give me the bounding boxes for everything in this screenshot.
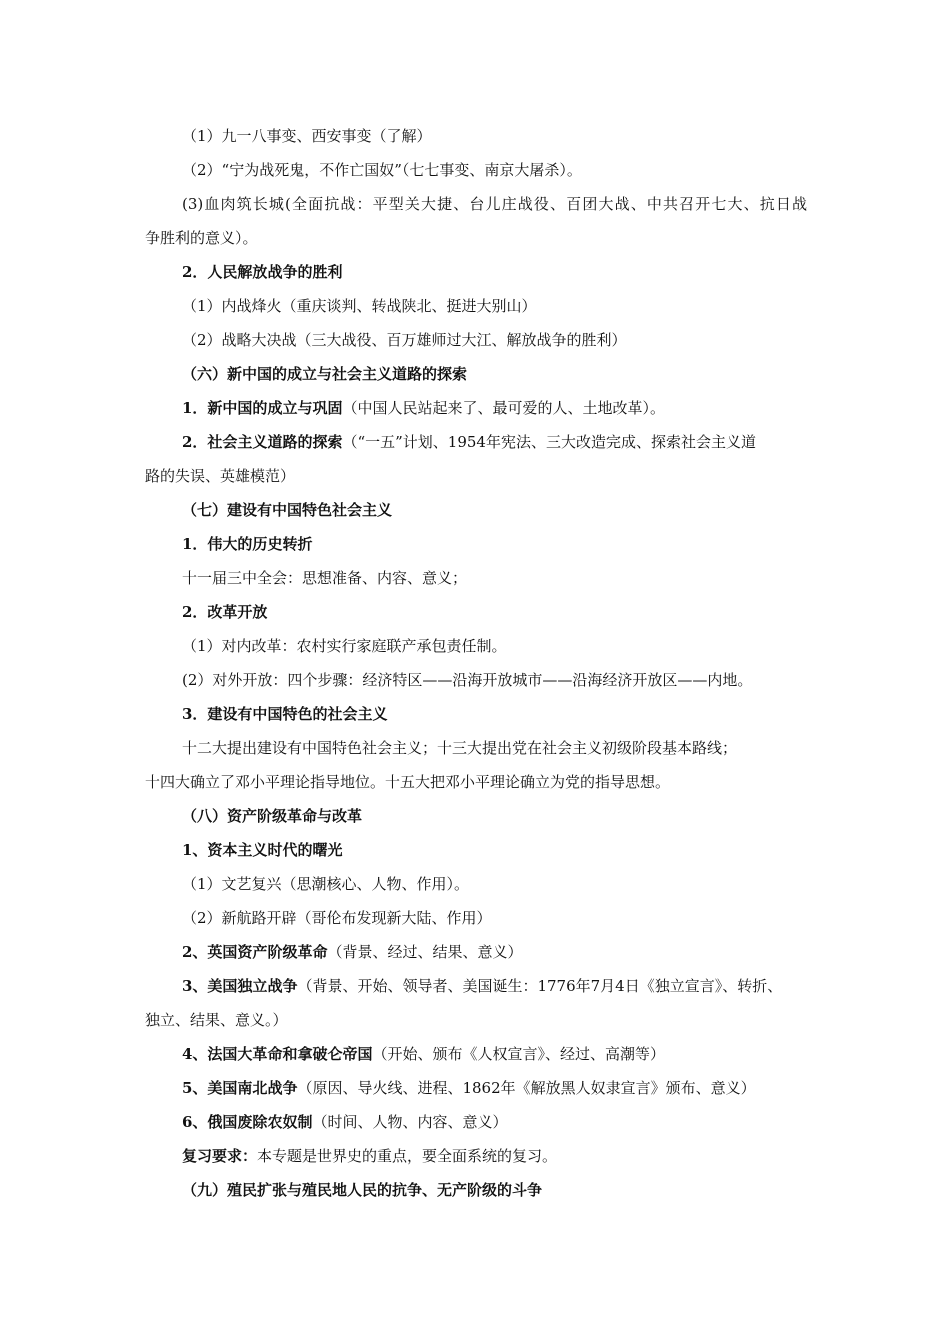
subheading: 5、美国南北战争 xyxy=(182,1079,298,1097)
section-heading: 1、资本主义时代的曙光 xyxy=(182,841,343,859)
text-line: （2）新航路开辟（哥伦布发现新大陆、作用） xyxy=(182,909,492,927)
section-heading: 2．人民解放战争的胜利 xyxy=(182,263,343,281)
subheading-detail: （背景、开始、领导者、美国诞生：1776年7月4日《独立宣言》、转折、 xyxy=(297,977,783,995)
subheading: 1．新中国的成立与巩固 xyxy=(182,399,343,417)
text-line: （1）文艺复兴（思潮核心、人物、作用）。 xyxy=(182,875,470,893)
text-line: （2）战略大决战（三大战役、百万雄师过大江、解放战争的胜利） xyxy=(182,331,627,349)
review-requirement-text: 本专题是世界史的重点，要全面系统的复习。 xyxy=(257,1147,558,1165)
chapter-heading: （八）资产阶级革命与改革 xyxy=(182,807,363,825)
chapter-heading: （七）建设有中国特色社会主义 xyxy=(182,501,393,519)
subheading: 4、法国大革命和拿破仑帝国 xyxy=(182,1045,373,1063)
review-requirement xyxy=(182,1146,557,1166)
section-heading: 1．伟大的历史转折 xyxy=(182,535,313,553)
section-heading: 2．改革开放 xyxy=(182,603,268,621)
subheading: 2．社会主义道路的探索 xyxy=(182,433,343,451)
text-line: 十一届三中全会：思想准备、内容、意义； xyxy=(182,569,468,587)
chapter-heading: （六）新中国的成立与社会主义道路的探索 xyxy=(182,365,468,383)
subheading: 2、英国资产阶级革命 xyxy=(182,943,328,961)
subheading-detail: （“一五”计划、1954年宪法、三大改造完成、探索社会主义道 xyxy=(342,433,756,451)
text-line: 十二大提出建设有中国特色社会主义；十三大提出党在社会主义初级阶段基本路线； xyxy=(182,739,738,757)
text-line: 十四大确立了邓小平理论指导地位。十五大把邓小平理论确立为党的指导思想。 xyxy=(145,773,671,791)
text-line xyxy=(182,1112,507,1132)
subheading-detail: （原因、导火线、进程、1862年《解放黑人奴隶宣言》颁布、意义） xyxy=(297,1079,756,1097)
subheading-detail: （背景、经过、结果、意义） xyxy=(327,943,523,961)
text-line xyxy=(182,398,665,418)
subheading-detail: （中国人民站起来了、最可爱的人、土地改革）。 xyxy=(342,399,665,417)
text-line xyxy=(182,976,782,996)
text-line: （1）九一八事变、西安事变（了解） xyxy=(182,127,432,145)
chapter-heading: （九）殖民扩张与殖民地人民的抗争、无产阶级的斗争 xyxy=(182,1181,543,1199)
subheading-detail: （开始、颁布《人权宣言》、经过、高潮等） xyxy=(372,1045,665,1063)
text-line xyxy=(182,1044,665,1064)
subheading-detail: （时间、人物、内容、意义） xyxy=(312,1113,508,1131)
text-line: 路的失误、英雄模范） xyxy=(145,467,296,485)
section-heading: 3．建设有中国特色的社会主义 xyxy=(182,705,388,723)
text-line xyxy=(182,1078,756,1098)
text-line: 独立、结果、意义。） xyxy=(145,1011,288,1029)
text-line xyxy=(182,942,522,962)
text-line: （1）对内改革：农村实行家庭联产承包责任制。 xyxy=(182,637,507,655)
subheading: 6、俄国废除农奴制 xyxy=(182,1113,313,1131)
text-line xyxy=(182,432,756,452)
text-line: (3)血肉筑长城(全面抗战：平型关大捷、台儿庄战役、百团大战、中共召开七大、抗日战 xyxy=(182,195,807,213)
text-line: (2）对外开放：四个步骤：经济特区——沿海开放城市——沿海经济开放区——内地。 xyxy=(182,671,753,689)
subheading: 3、美国独立战争 xyxy=(182,977,298,995)
text-line: 争胜利的意义）。 xyxy=(145,229,258,247)
text-line: （2）“宁为战死鬼，不作亡国奴”（七七事变、南京大屠杀）。 xyxy=(182,161,582,179)
text-line: （1）内战烽火（重庆谈判、转战陕北、挺进大别山） xyxy=(182,297,537,315)
review-requirement-label: 复习要求： xyxy=(182,1147,258,1165)
